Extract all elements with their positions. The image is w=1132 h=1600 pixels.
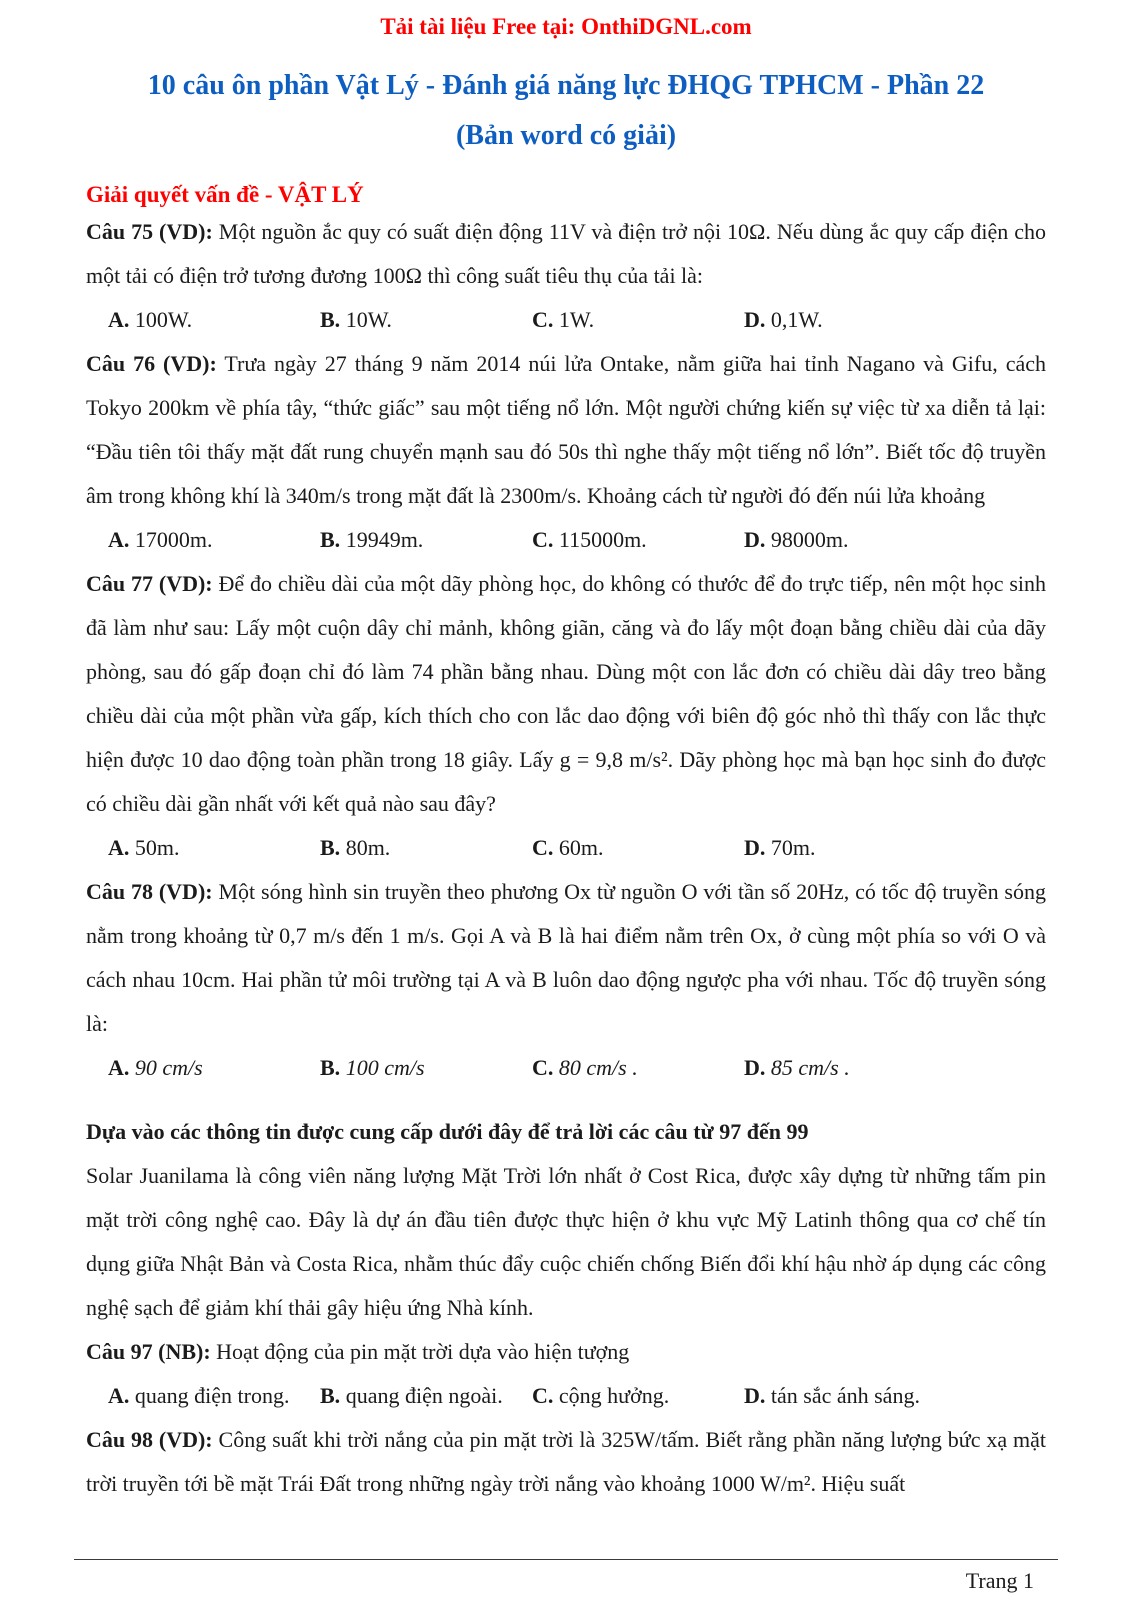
option-77-a	[108, 826, 320, 870]
question-98-label: Câu 98 (VD):	[86, 1427, 213, 1452]
option-key: A.	[108, 835, 130, 860]
option-key: A.	[108, 1055, 130, 1080]
option-text: 10W.	[345, 307, 392, 332]
question-77-options	[86, 826, 1046, 870]
option-key: B.	[320, 1055, 341, 1080]
option-text: cộng hưởng.	[558, 1383, 670, 1408]
question-77	[86, 562, 1046, 826]
question-97-options	[86, 1374, 1046, 1418]
option-text: 115000m.	[558, 527, 647, 552]
option-key: A.	[108, 307, 130, 332]
question-77-text: Để đo chiều dài của một dãy phòng học, do không có thước để đo trực tiếp, nên một học sinh đã làm như sau: Lấy một cuộn dây chỉ mảnh, không giãn, căng và đo lấy một đoạn bằng chiều dài của dãy phòng, sau đó gấp đoạn chỉ đó làm 74 phần bằng nhau. Dùng một con lắc đơn có chiều dài dây treo bằng chiều dài của một phần vừa gấp, kích thích cho con lắc dao động với biên độ góc nhỏ thì thấy con lắc thực hiện được 10 dao động toàn phần trong 18 giây. Lấy g = 9,8 m/s². Dãy phòng học mà bạn học sinh đo được có chiều dài gần nhất với kết quả nào sau đây?	[86, 571, 1047, 816]
option-key: B.	[320, 1383, 341, 1408]
option-78-b	[320, 1046, 532, 1090]
option-78-a	[108, 1046, 320, 1090]
question-78-options	[86, 1046, 1046, 1090]
option-76-d	[744, 518, 1046, 562]
option-text: tán sắc ánh sáng.	[770, 1383, 920, 1408]
question-76-label: Câu 76 (VD):	[86, 351, 217, 376]
option-key: C.	[532, 835, 554, 860]
option-97-b	[320, 1374, 532, 1418]
option-key: D.	[744, 1055, 766, 1080]
page-number: Trang 1	[965, 1568, 1034, 1593]
option-97-c	[532, 1374, 744, 1418]
option-text: quang điện ngoài.	[345, 1383, 503, 1408]
option-78-c	[532, 1046, 744, 1090]
option-75-a	[108, 298, 320, 342]
option-77-b	[320, 826, 532, 870]
option-77-d	[744, 826, 1046, 870]
question-76-text: Trưa ngày 27 tháng 9 năm 2014 núi lửa Ontake, nằm giữa hai tỉnh Nagano và Gifu, cách Tokyo 200km về phía tây, “thức giấc” sau một tiếng nổ lớn. Một người chứng kiến sự việc từ xa diễn tả lại: “Đầu tiên tôi thấy mặt đất rung chuyển mạnh sau đó 50s thì nghe thấy một tiếng nổ lớn”. Biết tốc độ truyền âm trong không khí là 340m/s trong mặt đất là 2300m/s. Khoảng cách từ người đó đến núi lửa khoảng	[86, 351, 1046, 508]
document-title: 10 câu ôn phần Vật Lý - Đánh giá năng lực ĐHQG TPHCM - Phần 22	[147, 70, 985, 101]
option-key: B.	[320, 835, 341, 860]
question-75-label: Câu 75 (VD):	[86, 219, 213, 244]
option-78-d	[744, 1046, 1046, 1090]
option-text: 19949m.	[345, 527, 424, 552]
option-key: C.	[532, 307, 554, 332]
option-text: 60m.	[558, 835, 604, 860]
question-75-text: Một nguồn ắc quy có suất điện động 11V và điện trở nội 10Ω. Nếu dùng ắc quy cấp điện cho một tải có điện trở tương đương 100Ω thì công suất tiêu thụ của tải là:	[86, 219, 1046, 288]
question-97-label: Câu 97 (NB):	[86, 1339, 211, 1364]
document-subtitle: (Bản word có giải)	[455, 120, 677, 151]
option-key: D.	[744, 527, 766, 552]
question-78-label: Câu 78 (VD):	[86, 879, 213, 904]
option-key: B.	[320, 527, 341, 552]
option-key: A.	[108, 1383, 130, 1408]
question-76	[86, 342, 1046, 518]
option-text: 90 cm/s	[134, 1055, 203, 1080]
option-key: C.	[532, 1055, 554, 1080]
option-75-b	[320, 298, 532, 342]
question-77-label: Câu 77 (VD):	[86, 571, 213, 596]
promo-header: Tải tài liệu Free tại: OnthiDGNL.com	[380, 14, 752, 39]
option-97-d	[744, 1374, 1046, 1418]
option-75-c	[532, 298, 744, 342]
option-text: 80 cm/s .	[558, 1055, 638, 1080]
option-76-a	[108, 518, 320, 562]
option-75-d	[744, 298, 1046, 342]
option-text: 100 cm/s	[345, 1055, 425, 1080]
option-97-a	[108, 1374, 320, 1418]
option-77-c	[532, 826, 744, 870]
question-78-text: Một sóng hình sin truyền theo phương Ox từ nguồn O với tần số 20Hz, có tốc độ truyền sóng nằm trong khoảng từ 0,7 m/s đến 1 m/s. Gọi A và B là hai điểm nằm trên Ox, ở cùng một phía so với O và cách nhau 10cm. Hai phần tử môi trường tại A và B luôn dao động ngược pha với nhau. Tốc độ truyền sóng là:	[86, 879, 1046, 1036]
option-key: C.	[532, 1383, 554, 1408]
option-key: D.	[744, 307, 766, 332]
option-key: B.	[320, 307, 341, 332]
question-97-text: Hoạt động của pin mặt trời dựa vào hiện tượng	[216, 1339, 630, 1364]
option-text: 100W.	[134, 307, 193, 332]
passage-text: Solar Juanilama là công viên năng lượng Mặt Trời lớn nhất ở Cost Rica, được xây dựng từ những tấm pin mặt trời công nghệ cao. Đây là dự án đầu tiên được thực hiện ở khu vực Mỹ Latinh thông qua cơ chế tín dụng giữa Nhật Bản và Costa Rica, nhằm thúc đẩy cuộc chiến chống Biến đổi khí hậu nhờ áp dụng các công nghệ sạch để giảm khí thải gây hiệu ứng Nhà kính.	[86, 1163, 1046, 1320]
question-98-text: Công suất khi trời nắng của pin mặt trời là 325W/tấm. Biết rằng phần năng lượng bức xạ mặt trời truyền tới bề mặt Trái Đất trong những ngày trời nắng vào khoảng 1000 W/m². Hiệu suất	[86, 1427, 1046, 1496]
option-text: 1W.	[558, 307, 595, 332]
option-76-c	[532, 518, 744, 562]
option-text: 85 cm/s .	[770, 1055, 850, 1080]
option-key: D.	[744, 1383, 766, 1408]
question-75	[86, 210, 1046, 298]
option-key: A.	[108, 527, 130, 552]
option-text: 17000m.	[134, 527, 213, 552]
question-75-options	[86, 298, 1046, 342]
question-78	[86, 870, 1046, 1046]
option-key: C.	[532, 527, 554, 552]
option-76-b	[320, 518, 532, 562]
option-text: 98000m.	[770, 527, 849, 552]
option-text: 70m.	[770, 835, 816, 860]
option-text: 80m.	[345, 835, 391, 860]
footer-divider	[74, 1559, 1058, 1560]
option-text: 0,1W.	[770, 307, 823, 332]
option-text: 50m.	[134, 835, 180, 860]
option-text: quang điện trong.	[134, 1383, 290, 1408]
passage-heading: Dựa vào các thông tin được cung cấp dưới đây để trả lời các câu từ 97 đến 99	[86, 1119, 809, 1144]
question-98	[86, 1418, 1046, 1506]
option-key: D.	[744, 835, 766, 860]
question-76-options	[86, 518, 1046, 562]
section-heading: Giải quyết vấn đề - VẬT LÝ	[86, 182, 364, 207]
question-97	[86, 1330, 1046, 1374]
